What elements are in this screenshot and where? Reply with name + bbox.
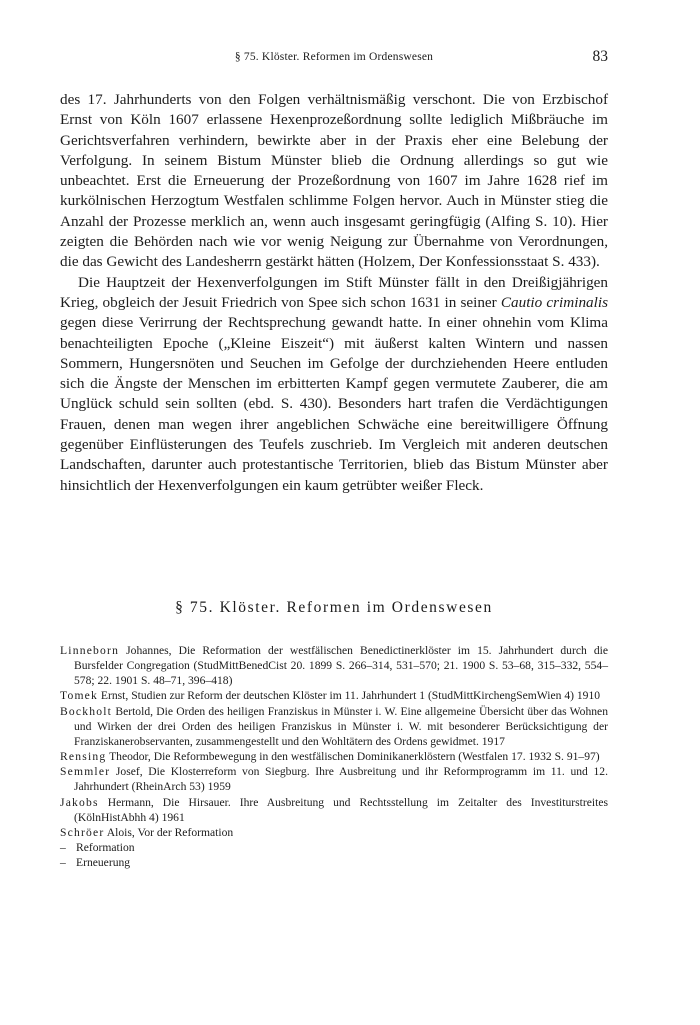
bib-entry-tomek: [60, 688, 608, 703]
bib-author: Linneborn: [60, 644, 120, 657]
paragraph-2: [60, 273, 608, 496]
bib-text: Josef, Die Klosterreform von Siegburg. Ihre Ausbreitung und ihr Reformprogramm im 11. und 12. Jahrhundert (RheinArch 53) 1959: [74, 765, 608, 794]
paragraph-2-part-2: gegen diese Verirrung der Rechtsprechung gewandt hatte. In einer ohnehin vom Klima benachteiligten Epoche („Kleine Eiszeit“) mit äußerst kalten Wintern und nassen Sommern, Hungersnöten und Seuchen im Gefolge der durchziehenden Heere entluden sich die Ängste der Menschen im erbitterten Kampf gegen vermutete Zauberer, die am Unglück schuld sein sollten (ebd. S. 430). Besonders hart trafen die Verdächtigungen Frauen, denen man wegen ihrer angeblichen Schwäche eine bereitwilligere Öffnung gegenüber Einflüsterungen des Teufels zuschrieb. Im Vergleich mit anderen deutschen Landschaften, darunter auch protestantische Territorien, blieb das Bistum Münster aber hinsichtlich der Hexenverfolgungen ein kaum getrübter weißer Fleck.: [60, 314, 608, 494]
section-heading: § 75. Klöster. Reformen im Ordenswesen: [175, 599, 493, 616]
bib-entry-bockholt: [60, 704, 608, 749]
dash-marker: –: [60, 856, 66, 870]
body-text: [60, 90, 608, 496]
bib-text: Ernst, Studien zur Reform der deutschen Klöster im 11. Jahrhundert 1 (StudMittKirchengSemWien 4) 1910: [98, 689, 601, 703]
bib-entry-jakobs: [60, 795, 608, 825]
bib-subitem-erneuerung: [60, 855, 608, 870]
bib-subitem-label: Reformation: [76, 841, 135, 855]
bib-text: Theodor, Die Reformbewegung in den westfälischen Dominikanerklöstern (Westfalen 17. 1932 S. 91–97): [106, 750, 600, 764]
bib-author: Jakobs: [60, 795, 99, 809]
bib-author: Schröer: [60, 825, 105, 839]
dash-marker: –: [60, 841, 66, 855]
bib-author: Rensing: [60, 750, 107, 764]
cautio-criminalis-title: Cautio criminalis: [500, 293, 608, 311]
bib-text: Johannes, Die Reformation der westfälischen Benedictinerklöster im 15. Jahrhundert durch die Bursfelder Congregation (StudMittBenedCist 20. 1899 S. 266–314, 531–570; 21. 1900 S. 53–68, 315–332, 554–578; 22. 1901 S. 48–71, 396–418): [74, 644, 608, 688]
bib-entry-linneborn: [60, 643, 608, 688]
bib-text: Bertold, Die Orden des heiligen Franziskus in Münster i. W. Eine allgemeine Übersicht über das Wohnen und Wirken der drei Orden des heiligen Franziskus in Münster i. W. mit besonderer Berücksichtigung der Franziskanerobservanten, zusammengestellt und den Wohltätern des Ordens gewidmet. 1917: [74, 704, 608, 748]
bib-subitem-reformation: [60, 840, 608, 855]
running-title: § 75. Klöster. Reformen im Ordenswesen: [234, 51, 434, 63]
paragraph-1: des 17. Jahrhunderts von den Folgen verhältnismäßig verschont. Die von Erzbischof Ernst von Köln 1607 erlassene Hexenprozeßordnung sollte lediglich Mißbräuche im Gerichtsverfahren verhindern, bewirkte aber in der Praxis eher eine Belebung der Verfolgung. In seinem Bistum Münster blieb die Ordnung allerdings so gut wie unbeachtet. Erst die Erneuerung der Prozeßordnung von 1607 im Jahre 1628 rief im kurkölnischen Herzogtum Westfalen schlimme Folgen hervor. Auch in Münster stieg die Anzahl der Prozesse merklich an, wenn auch insgesamt geringfügig (Alfing S. 10). Hier zeigten die Behörden nach wie vor wenig Neigung zur Übernahme von Verordnungen, die das Gewicht des Landesherrn gestärkt hätten (Holzem, Der Konfessionsstaat S. 433).: [60, 91, 608, 271]
bib-text: Alois, Vor der Reformation: [104, 825, 234, 839]
bib-author: Semmler: [60, 765, 111, 779]
bib-author: Bockholt: [60, 704, 113, 718]
paragraph-2-part-1: Die Hauptzeit der Hexenverfolgungen im Stift Münster fällt in den Dreißigjährigen Krieg, obgleich der Jesuit Friedrich von Spee sich schon 1631 in seiner: [60, 273, 608, 311]
page-number: 83: [592, 48, 608, 65]
bib-entry-rensing: [60, 749, 608, 764]
bib-entry-semmler: [60, 764, 608, 794]
bib-text: Hermann, Die Hirsauer. Ihre Ausbreitung und Rechtsstellung im Zeitalter des Investiturstreites (KölnHistAbhh 4) 1961: [74, 795, 608, 824]
bib-entry-schroeer: [60, 825, 608, 840]
bib-author: Tomek: [60, 689, 99, 703]
bib-subitem-label: Erneuerung: [76, 856, 131, 870]
bibliography: [60, 643, 608, 870]
running-header: [60, 48, 608, 71]
